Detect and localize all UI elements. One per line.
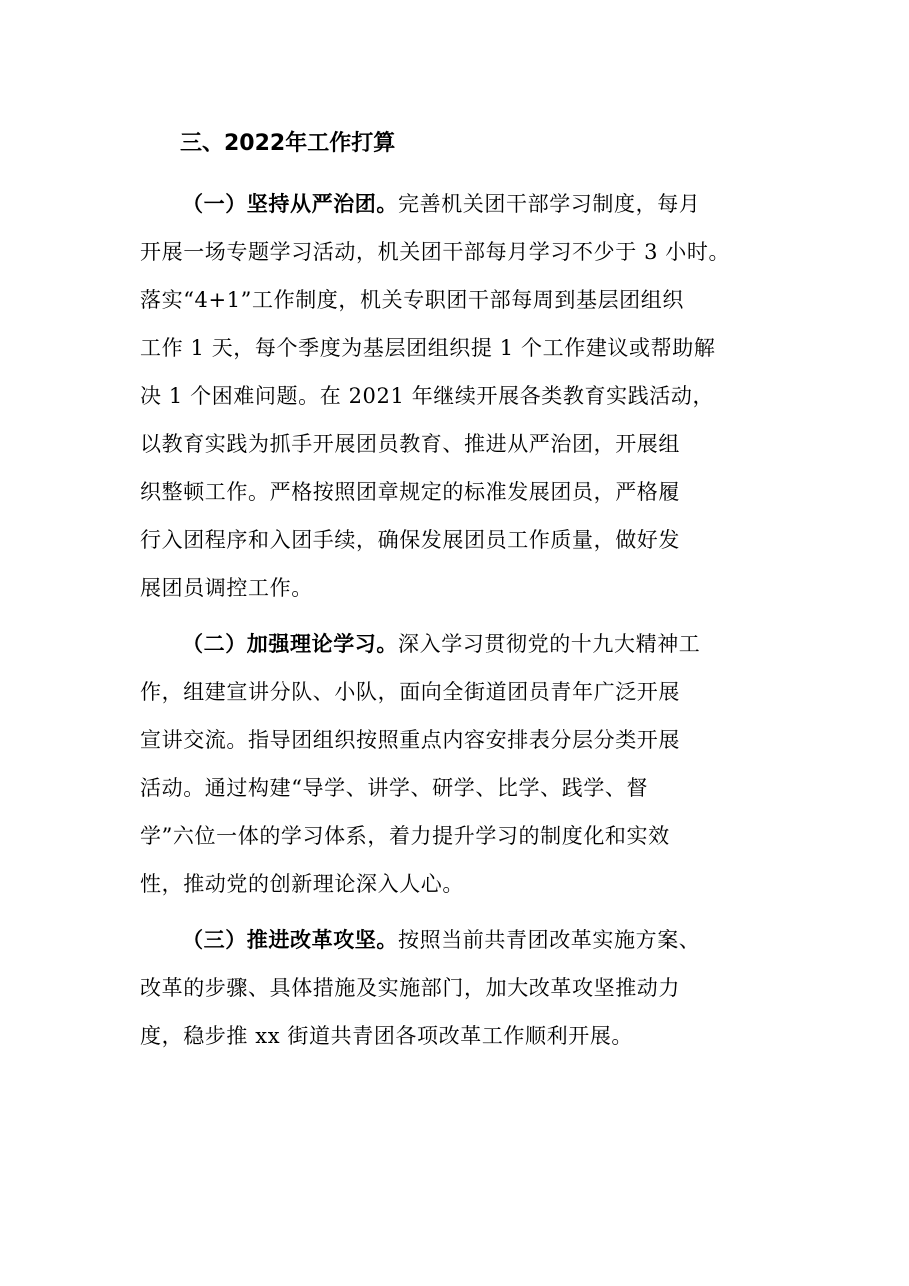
- paragraph-line: 改革的步骤、具体措施及实施部门，加大改革攻坚推动力: [140, 976, 680, 1000]
- line-text: 按照当前共青团改革实施方案、: [398, 928, 701, 952]
- paragraph-line: [182, 916, 700, 964]
- section-lead: （二）加强理论学习。: [182, 632, 398, 656]
- paragraph-line: 展团员调控工作。: [140, 576, 313, 600]
- paragraph-line: [182, 180, 700, 228]
- paragraph-line: 决 1 个困难问题。在 2021 年继续开展各类教育实践活动，: [140, 384, 715, 408]
- paragraph-line: 度，稳步推 xx 街道共青团各项改革工作顺利开展。: [140, 1024, 634, 1048]
- paragraph-line: 工作 1 天，每个季度为基层团组织提 1 个工作建议或帮助解: [140, 336, 716, 360]
- section-heading: 三、2022年工作打算: [180, 131, 396, 156]
- paragraph-line: 作，组建宣讲分队、小队，面向全街道团员青年广泛开展: [140, 680, 680, 704]
- paragraph-line: 宣讲交流。指导团组织按照重点内容安排表分层分类开展: [140, 728, 680, 752]
- section-lead: （一）坚持从严治团。: [182, 192, 398, 216]
- paragraph-line: [182, 620, 700, 668]
- paragraph-line: 织整顿工作。严格按照团章规定的标准发展团员，严格履: [140, 480, 680, 504]
- paragraph-line: 行入团程序和入团手续，确保发展团员工作质量，做好发: [140, 528, 680, 552]
- paragraph-line: 活动。通过构建“导学、讲学、研学、比学、践学、督: [140, 776, 649, 800]
- section-lead: （三）推进改革攻坚。: [182, 928, 398, 952]
- paragraph-line: 学”六位一体的学习体系，着力提升学习的制度化和实效: [140, 824, 670, 848]
- line-text: 深入学习贯彻党的十九大精神工: [398, 632, 701, 656]
- paragraph-line: 性，推动党的创新理论深入人心。: [140, 872, 464, 896]
- paragraph-line: 落实“4+1”工作制度，机关专职团干部每周到基层团组织: [140, 288, 684, 312]
- paragraph-line: 以教育实践为抓手开展团员教育、推进从严治团，开展组: [140, 432, 680, 456]
- paragraph-line: 开展一场专题学习活动，机关团干部每月学习不少于 3 小时。: [140, 240, 731, 264]
- line-text: 完善机关团干部学习制度，每月: [398, 192, 701, 216]
